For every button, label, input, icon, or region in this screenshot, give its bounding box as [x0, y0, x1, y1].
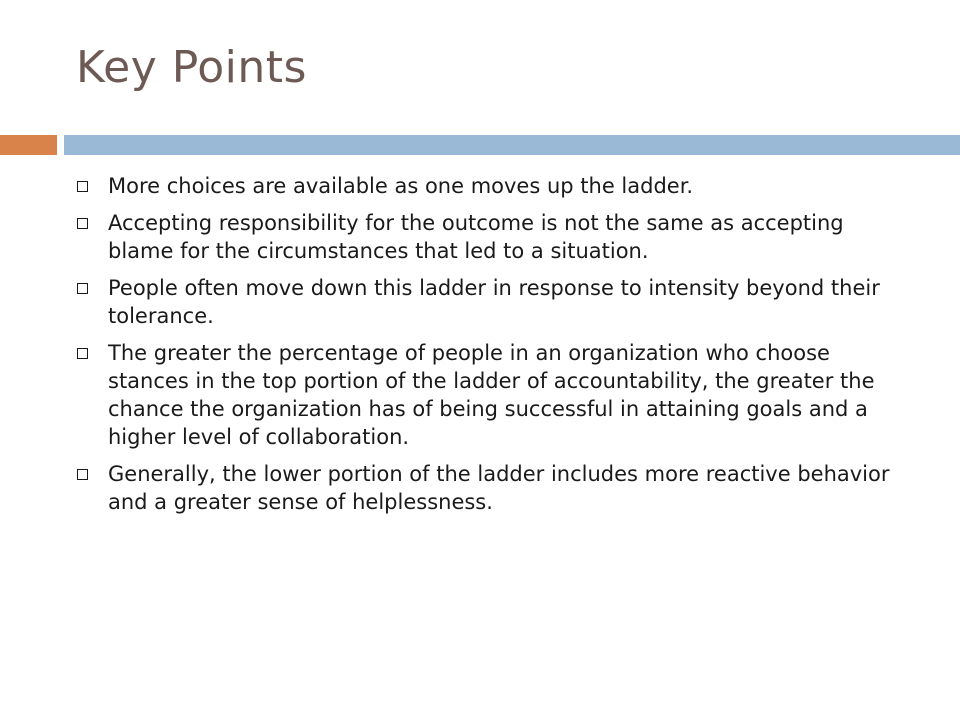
bullet-item: [77, 209, 897, 265]
bullet-text: Accepting responsibility for the outcome is not the same as accepting blame for the circumstances that led to a situation.: [108, 211, 844, 263]
title-underline-rule: [64, 135, 960, 155]
hollow-square-icon: [77, 469, 88, 480]
bullet-text: The greater the percentage of people in an organization who choose stances in the top portion of the ladder of accountability, the greater the chance the organization has of being successful in attaining goals and a higher level of collaboration.: [108, 341, 875, 449]
slide-title: Key Points: [76, 42, 307, 93]
bullet-item: [77, 460, 897, 516]
title-accent-rule: [0, 135, 57, 155]
hollow-square-icon: [77, 218, 88, 229]
bullet-list: [77, 172, 897, 525]
hollow-square-icon: [77, 283, 88, 294]
hollow-square-icon: [77, 181, 88, 192]
bullet-item: [77, 274, 897, 330]
bullet-item: [77, 172, 897, 200]
bullet-text: People often move down this ladder in response to intensity beyond their tolerance.: [108, 276, 880, 328]
bullet-text: Generally, the lower portion of the ladder includes more reactive behavior and a greater sense of helplessness.: [108, 462, 890, 514]
bullet-item: [77, 339, 897, 451]
hollow-square-icon: [77, 348, 88, 359]
bullet-text: More choices are available as one moves up the ladder.: [108, 174, 694, 198]
